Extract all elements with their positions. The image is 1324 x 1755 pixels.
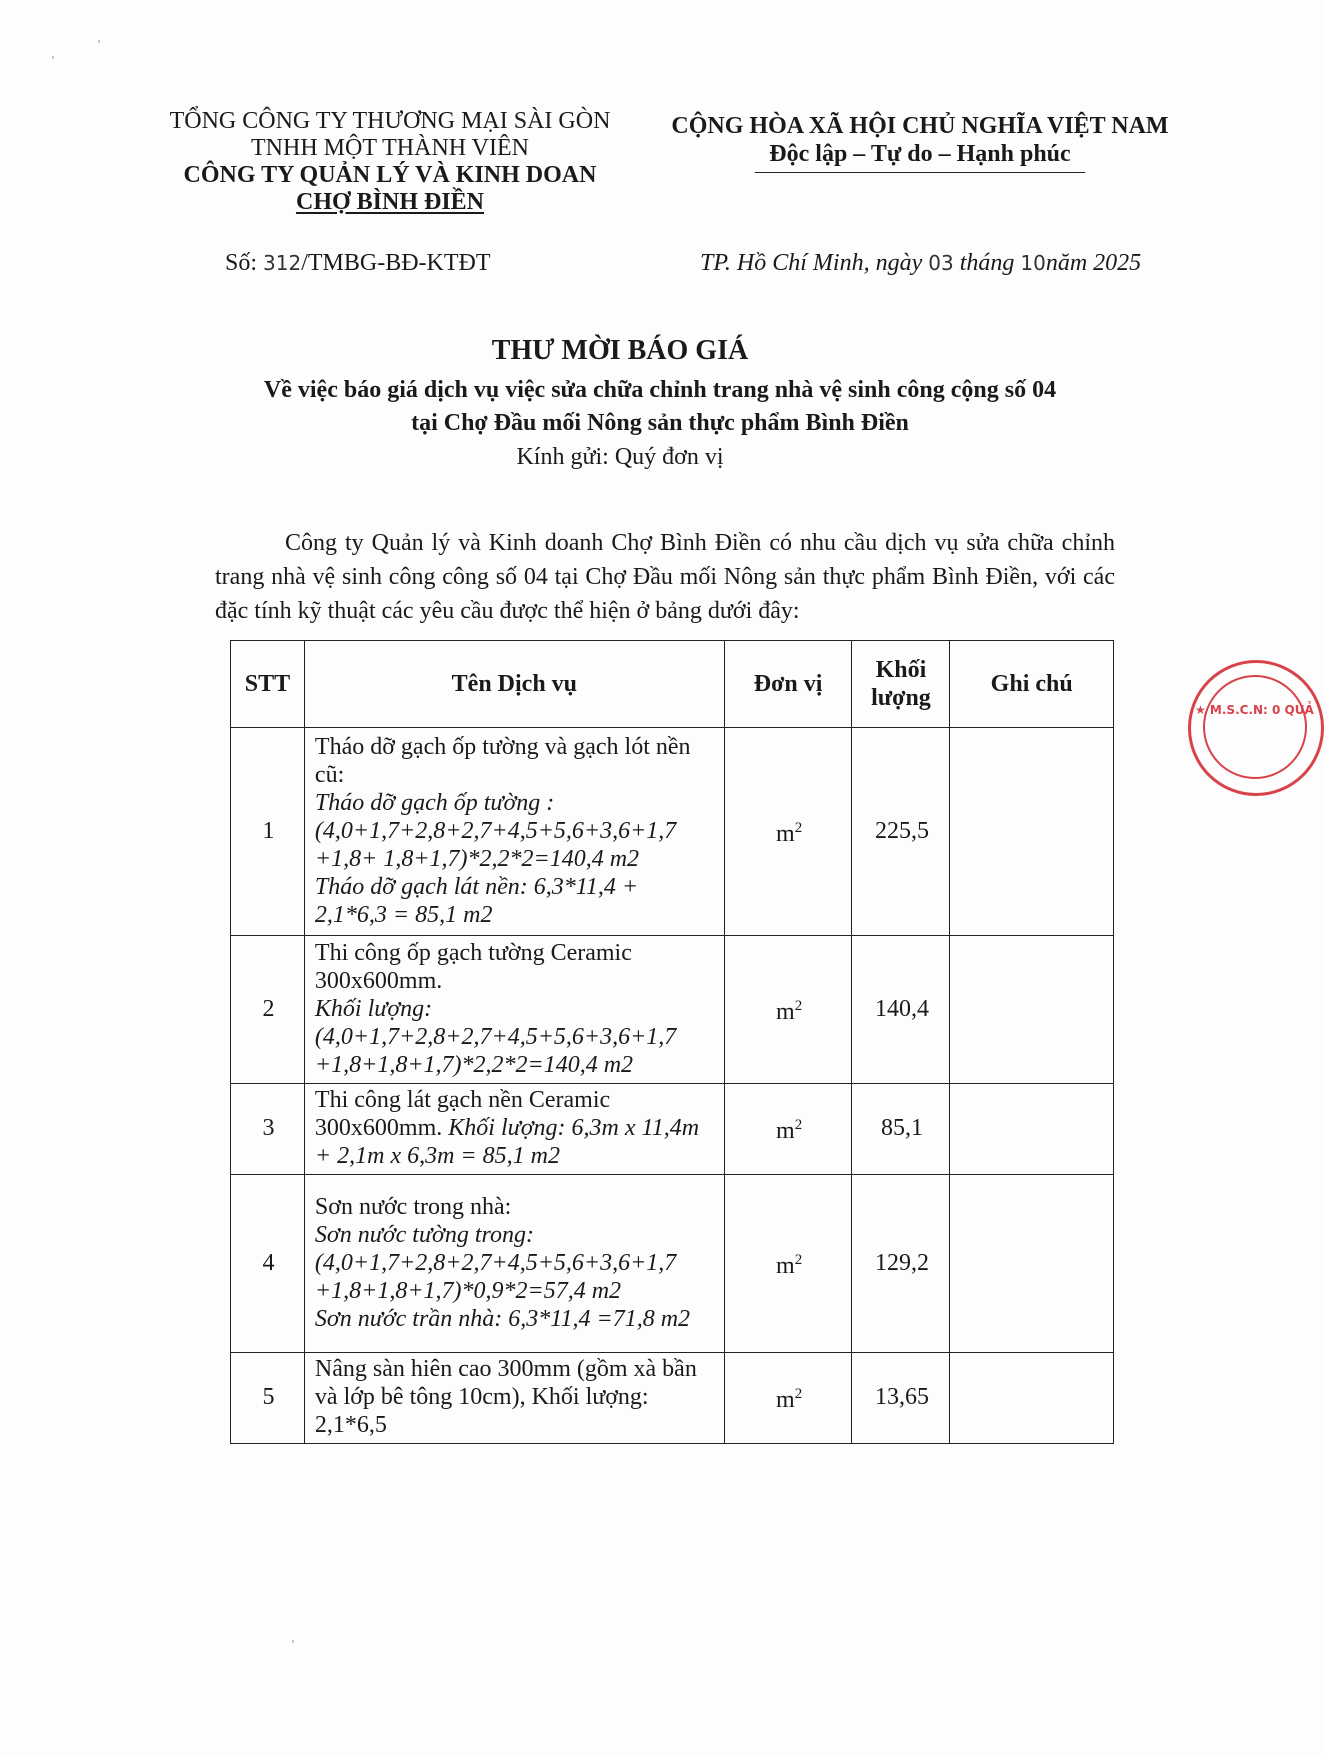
unit-cell: $m^2$ [724, 936, 852, 1084]
unit-cell: $m^2$ [724, 1353, 852, 1444]
table-row: 2 Thi công ốp gạch tường Ceramic 300x600mm. Khối lượng: (4,0+1,7+2,8+2,7+4,5+5,6+3,6+1,7 +1,8+1,8+1,7)*2,2*2=140,4 m2 $m^2$ 140,4 [231, 936, 1114, 1084]
motto-underline [755, 172, 1085, 173]
parent-company-name: TỔNG CÔNG TY THƯƠNG MẠI SÀI GÒN [169, 108, 611, 134]
table-row: 5 Nâng sàn hiên cao 300mm (gồm xà bần và lớp bê tông 10cm), Khối lượng: 2,1*6,5 $m^2$ 13,65 [231, 1353, 1114, 1444]
handwritten-month: 10 [1020, 251, 1046, 275]
table-row: 4 Sơn nước trong nhà: Sơn nước tường trong: (4,0+1,7+2,8+2,7+4,5+5,6+3,6+1,7 +1,8+1,8+1,7)*0,9*2=57,4 m2 Sơn nước trần nhà: 6,3*11,4 =71,8 m2 $m^2$ 129,2 [231, 1175, 1114, 1353]
parent-company-type: TNHH MỘT THÀNH VIÊN [251, 135, 529, 161]
header-qty: Khối lượng [852, 641, 950, 728]
handwritten-number: 312 [263, 251, 302, 275]
table-header-row [231, 641, 1114, 728]
service-description: Thi công lát gạch nền Ceramic 300x600mm. Khối lượng: 6,3m x 11,4m + 2,1m x 6,3m = 85,1 m2 [304, 1084, 724, 1175]
note-cell [950, 1084, 1114, 1175]
service-table [230, 640, 1114, 1444]
note-cell [950, 1353, 1114, 1444]
note-cell [950, 728, 1114, 936]
header-stt: STT [231, 641, 305, 728]
company-header [150, 108, 630, 216]
note-cell [950, 936, 1114, 1084]
service-description: Thi công ốp gạch tường Ceramic 300x600mm. Khối lượng: (4,0+1,7+2,8+2,7+4,5+5,6+3,6+1,7 +1,8+1,8+1,7)*2,2*2=140,4 m2 [304, 936, 724, 1084]
scan-speck [98, 40, 100, 43]
date-line: TP. Hồ Chí Minh, ngày 03 tháng 10năm 2025 [700, 250, 1142, 276]
table-row: 1 Tháo dỡ gạch ốp tường và gạch lót nền cũ: Tháo dỡ gạch ốp tường : (4,0+1,7+2,8+2,7+4,5+5,6+3,6+1,7 +1,8+ 1,8+1,7)*2,2*2=140,4 m2 Tháo dỡ gạch lát nền: 6,3*11,4 + 2,1*6,3 = 85,1 m2 $m^2$ 225,5 [231, 728, 1114, 936]
seal-inner-ring [1203, 675, 1307, 779]
service-description: Nâng sàn hiên cao 300mm (gồm xà bần và lớp bê tông 10cm), Khối lượng: 2,1*6,5 [304, 1353, 724, 1444]
unit-cell: $m^2$ [724, 728, 852, 936]
national-motto: Độc lập – Tự do – Hạnh phúc [769, 141, 1071, 167]
service-description: Tháo dỡ gạch ốp tường và gạch lót nền cũ: Tháo dỡ gạch ốp tường : (4,0+1,7+2,8+2,7+4,5+5,6+3,6+1,7 +1,8+ 1,8+1,7)*2,2*2=140,4 m2 Tháo dỡ gạch lát nền: 6,3*11,4 + 2,1*6,3 = 85,1 m2 [304, 728, 724, 936]
document-subject: Về việc báo giá dịch vụ việc sửa chữa chỉnh trang nhà vệ sinh công cộng số 04 tại Chợ Đầu mối Nông sản thực phẩm Bình Điền [263, 377, 1057, 436]
service-description: Sơn nước trong nhà: Sơn nước tường trong: (4,0+1,7+2,8+2,7+4,5+5,6+3,6+1,7 +1,8+1,8+1,7)*0,9*2=57,4 m2 Sơn nước trần nhà: 6,3*11,4 =71,8 m2 [304, 1175, 724, 1353]
unit-cell: $m^2$ [724, 1175, 852, 1353]
document-title: THƯ MỜI BÁO GIÁ [491, 335, 749, 366]
handwritten-day: 03 [928, 251, 954, 275]
header-unit: Đơn vị [724, 641, 852, 728]
unit-cell: $m^2$ [724, 1084, 852, 1175]
header-service: Tên Dịch vụ [304, 641, 724, 728]
header-note: Ghi chú [950, 641, 1114, 728]
table-row: 3 Thi công lát gạch nền Ceramic 300x600mm. Khối lượng: 6,3m x 11,4m + 2,1m x 6,3m = 85,1 m2 $m^2$ 85,1 [231, 1084, 1114, 1175]
company-seal-stamp [1188, 660, 1324, 796]
seal-text: ★ M.S.C.N: 0 QUẢ [1195, 703, 1314, 717]
body-paragraph: Công ty Quản lý và Kinh doanh Chợ Bình Điền có nhu cầu dịch vụ sửa chữa chỉnh trang nhà vệ sinh công công số 04 tại Chợ Đầu mối Nông sản thực phẩm Bình Điền, với các đặc tính kỹ thuật các yêu cầu được thể hiện ở bảng dưới đây: [215, 530, 1115, 624]
company-name: CÔNG TY QUẢN LÝ VÀ KINH DOAN [183, 162, 597, 188]
greeting: Kính gửi: Quý đơn vị [516, 444, 724, 470]
scan-speck [292, 1640, 294, 1643]
note-cell [950, 1175, 1114, 1353]
reference-number: Số: 312/TMBG-BĐ-KTĐT [225, 250, 491, 276]
scan-speck [52, 56, 54, 59]
national-header [650, 112, 1190, 173]
national-title: CỘNG HÒA XÃ HỘI CHỦ NGHĨA VIỆT NAM [671, 113, 1169, 139]
company-name-line2: CHỢ BÌNH ĐIỀN [295, 189, 485, 215]
